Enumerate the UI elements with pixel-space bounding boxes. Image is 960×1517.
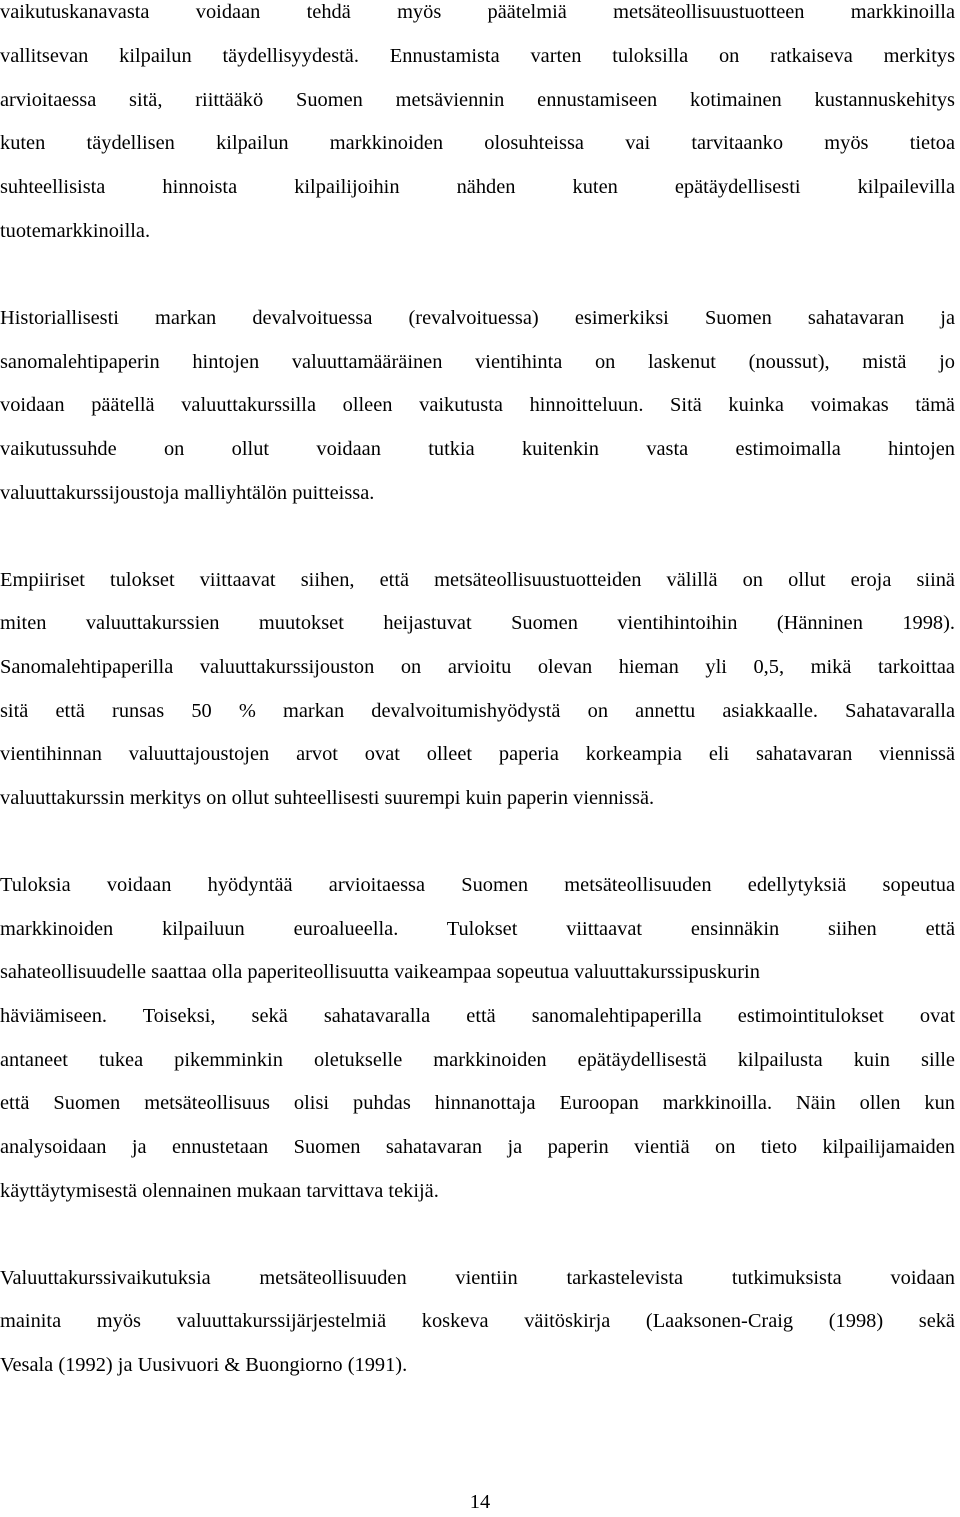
text-line: voidaan päätellä valuuttakurssilla olleen vaikutusta hinnoitteluun. Sitä kuinka voimakas tämä	[0, 394, 955, 416]
text-line: vallitsevan kilpailun täydellisyydestä. Ennustamista varten tuloksilla on ratkaiseva merkitys	[0, 45, 955, 67]
text-line: analysoidaan ja ennustetaan Suomen sahatavaran ja paperin vientiä on tieto kilpailijamaiden	[0, 1136, 955, 1158]
text-line: vaikutussuhde on ollut voidaan tutkia kuitenkin vasta estimoimalla hintojen	[0, 438, 955, 460]
text-line: Tuloksia voidaan hyödyntää arvioitaessa Suomen metsäteollisuuden edellytyksiä sopeutua	[0, 874, 955, 896]
text-line: vientihinnan valuuttajoustojen arvot ovat olleet paperia korkeampia eli sahatavaran viennissä	[0, 743, 955, 765]
text-line: miten valuuttakurssien muutokset heijastuvat Suomen vientihintoihin (Hänninen 1998).	[0, 612, 955, 634]
text-line: Empiiriset tulokset viittaavat siihen, että metsäteollisuustuotteiden välillä on ollut eroja siinä	[0, 569, 955, 591]
text-line: vaikutuskanavasta voidaan tehdä myös päätelmiä metsäteollisuustuotteen markkinoilla	[0, 1, 955, 23]
text-line: antaneet tukea pikemminkin oletukselle markkinoiden epätäydellisestä kilpailusta kuin sille	[0, 1049, 955, 1071]
text-line: sanomalehtipaperin hintojen valuuttamääräinen vientihinta on laskenut (noussut), mistä jo	[0, 351, 955, 373]
text-line: Sanomalehtipaperilla valuuttakurssijouston on arvioitu olevan hieman yli 0,5, mikä tarkoittaa	[0, 656, 955, 678]
text-line: sitä että runsas 50 % markan devalvoitumishyödystä on annettu asiakkaalle. Sahatavaralla	[0, 700, 955, 722]
page-number: 14	[469, 1491, 491, 1513]
text-line: tuotemarkkinoilla.	[0, 220, 151, 242]
text-line: käyttäytymisestä olennainen mukaan tarvittava tekijä.	[0, 1180, 439, 1202]
text-line: että Suomen metsäteollisuus olisi puhdas hinnanottaja Euroopan markkinoilla. Näin ollen kun	[0, 1092, 955, 1114]
text-line: valuuttakurssijoustoja malliyhtälön puitteissa.	[0, 482, 375, 504]
text-line: Vesala (1992) ja Uusivuori & Buongiorno (1991).	[0, 1354, 408, 1376]
text-line: sahateollisuudelle saattaa olla paperiteollisuutta vaikeampaa sopeutua valuuttakurssipuskurin	[0, 961, 760, 983]
text-line: valuuttakurssin merkitys on ollut suhteellisesti suurempi kuin paperin viennissä.	[0, 787, 655, 809]
text-line: Historiallisesti markan devalvoituessa (revalvoituessa) esimerkiksi Suomen sahatavaran ja	[0, 307, 955, 329]
text-line: markkinoiden kilpailuun euroalueella. Tulokset viittaavat ensinnäkin siihen että	[0, 918, 955, 940]
text-line: mainita myös valuuttakurssijärjestelmiä koskeva väitöskirja (Laaksonen-Craig (1998) sekä	[0, 1310, 955, 1332]
text-line: kuten täydellisen kilpailun markkinoiden olosuhteissa vai tarvitaanko myös tietoa	[0, 132, 955, 154]
text-line: arvioitaessa sitä, riittääkö Suomen metsäviennin ennustamiseen kotimainen kustannuskehitys	[0, 89, 955, 111]
text-line: Valuuttakurssivaikutuksia metsäteollisuuden vientiin tarkastelevista tutkimuksista voidaan	[0, 1267, 955, 1289]
text-line: häviämiseen. Toiseksi, sekä sahatavaralla että sanomalehtipaperilla estimointitulokset ovat	[0, 1005, 955, 1027]
text-line: suhteellisista hinnoista kilpailijoihin nähden kuten epätäydellisesti kilpailevilla	[0, 176, 955, 198]
